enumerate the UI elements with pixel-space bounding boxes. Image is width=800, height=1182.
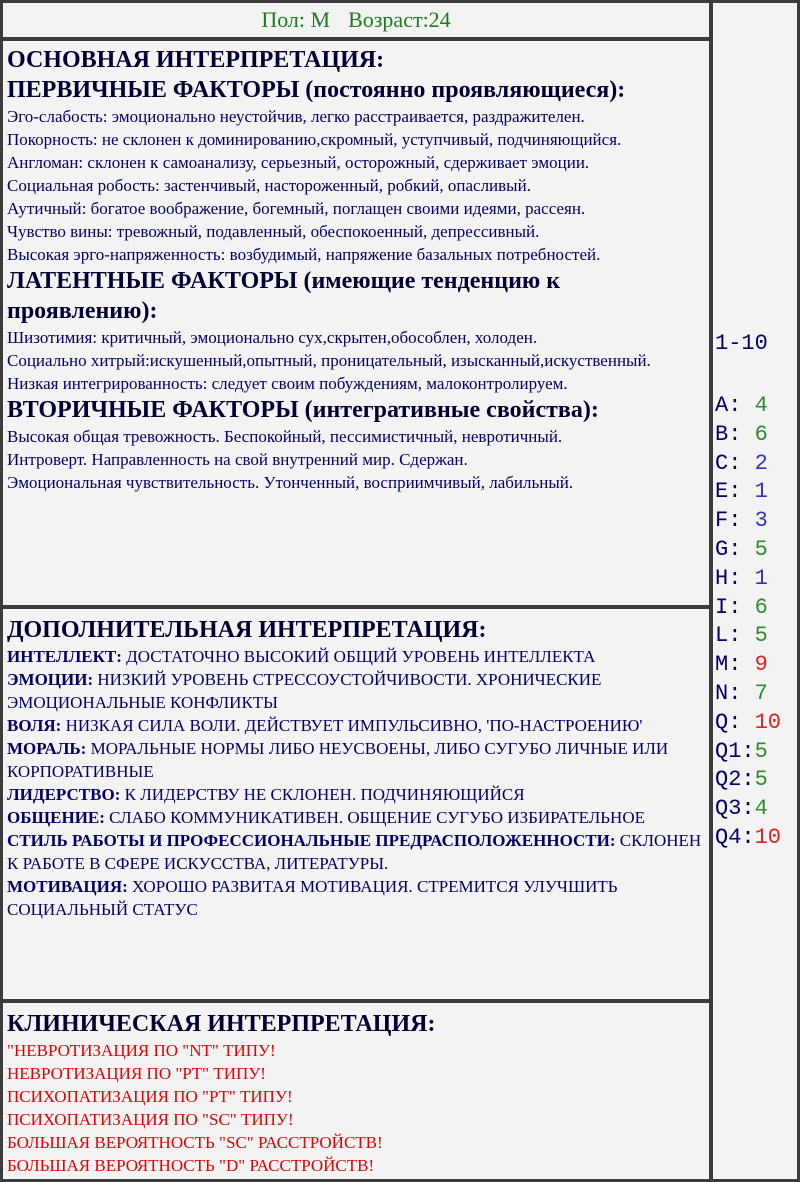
latent-factor-item: Шизотимия: критичный, эмоционально сух,скрытен,обособлен, холоден.: [7, 328, 538, 347]
primary-factors-list: [7, 105, 705, 266]
extra-items-list: [7, 645, 705, 921]
extra-title: ДОПОЛНИТЕЛЬНАЯ ИНТЕРПРЕТАЦИЯ:: [7, 617, 487, 643]
clinical-interpretation-panel: [3, 1003, 709, 1179]
score-label: Q4:: [715, 824, 755, 850]
score-value: 1: [754, 479, 768, 505]
extra-item: [7, 829, 705, 875]
score-label: Q3:: [715, 796, 755, 822]
score-row: [715, 565, 781, 594]
age-label: Возраст:24: [348, 7, 451, 32]
score-value: 7: [754, 680, 768, 706]
extra-item-label: ЛИДЕРСТВО:: [7, 785, 121, 804]
extra-item-text: ХОРОШО РАЗВИТАЯ МОТИВАЦИЯ. СТРЕМИТСЯ УЛУЧШИТЬ СОЦИАЛЬНЫЙ СТАТУС: [7, 877, 618, 919]
extra-item: [7, 645, 705, 668]
score-row: [715, 392, 781, 421]
score-row: [715, 536, 781, 565]
score-label: Q2:: [715, 767, 755, 793]
score-row: [715, 478, 781, 507]
extra-item-text: НИЗКИЙ УРОВЕНЬ СТРЕССОУСТОЙЧИВОСТИ. ХРОНИЧЕСКИЕ ЭМОЦИОНАЛЬНЫЕ КОНФЛИКТЫ: [7, 670, 602, 712]
primary-factors-title: ПЕРВИЧНЫЕ ФАКТОРЫ (постоянно проявляющиеся):: [7, 77, 626, 103]
secondary-factors-title: ВТОРИЧНЫЕ ФАКТОРЫ (интегративные свойства):: [7, 397, 599, 423]
extra-item-text: МОРАЛЬНЫЕ НОРМЫ ЛИБО НЕУСВОЕНЫ, ЛИБО СУГУБО ЛИЧНЫЕ ИЛИ КОРПОРАТИВНЫЕ: [7, 739, 669, 781]
gender-label: Пол: М: [261, 7, 331, 32]
scores-list: [715, 392, 781, 853]
score-value: 4: [754, 393, 768, 418]
score-value: 5: [754, 536, 768, 562]
extra-item: [7, 668, 705, 714]
score-label: C:: [715, 450, 755, 476]
extra-item-label: ЭМОЦИИ:: [7, 670, 94, 689]
extra-item-text: СЛАБО КОММУНИКАТИВЕН. ОБЩЕНИЕ СУГУБО ИЗБИРАТЕЛЬНОЕ: [104, 808, 645, 827]
secondary-factors-list: [7, 425, 705, 494]
score-row: [715, 450, 781, 479]
primary-factor-item: Чувство вины: тревожный, подавленный, обеспокоенный, депрессивный.: [7, 222, 540, 241]
primary-factor-item: Англоман: склонен к самоанализу, серьезный, осторожный, сдерживает эмоции.: [7, 153, 590, 172]
extra-interpretation-panel: [3, 609, 709, 999]
clinic-item: НЕВРОТИЗАЦИЯ ПО "PT" ТИПУ!: [7, 1064, 266, 1083]
score-label: Q1:: [715, 738, 755, 764]
secondary-factor-item: Эмоциональная чувствительность. Утонченный, восприимчивый, лабильный.: [7, 473, 574, 492]
primary-factor-item: Покорность: не склонен к доминированию,скромный, уступчивый, подчиняющийся.: [7, 130, 622, 149]
score-label: Q:: [715, 709, 755, 735]
score-value: 2: [754, 450, 768, 476]
score-value: 5: [754, 738, 768, 764]
score-value: 10: [754, 709, 782, 735]
extra-item-label: ВОЛЯ:: [7, 716, 62, 735]
extra-item-text: СКЛОНЕН К РАБОТЕ В СФЕРЕ ИСКУССТВА, ЛИТЕРАТУРЫ.: [7, 831, 702, 873]
extra-item-text: К ЛИДЕРСТВУ НЕ СКЛОНЕН. ПОДЧИНЯЮЩИЙСЯ: [120, 785, 525, 804]
score-label: E:: [715, 479, 755, 505]
score-value: 10: [754, 824, 782, 850]
clinic-item: БОЛЬШАЯ ВЕРОЯТНОСТЬ "SC" РАССТРОЙСТВ!: [7, 1133, 383, 1152]
extra-item: [7, 806, 705, 829]
clinic-item: ПСИХОПАТИЗАЦИЯ ПО "PT" ТИПУ!: [7, 1087, 293, 1106]
score-value: 6: [754, 594, 768, 620]
extra-item-text: НИЗКАЯ СИЛА ВОЛИ. ДЕЙСТВУЕТ ИМПУЛЬСИВНО, 'ПО-НАСТРОЕНИЮ': [61, 716, 643, 735]
score-value: 9: [754, 652, 768, 678]
clinic-items-list: [7, 1039, 705, 1177]
extra-item-label: СТИЛЬ РАБОТЫ И ПРОФЕССИОНАЛЬНЫЕ ПРЕДРАСПОЛОЖЕННОСТИ:: [7, 831, 616, 850]
scores-scale-title: 1-10: [715, 331, 768, 356]
header-panel: [3, 3, 709, 37]
extra-item: [7, 783, 705, 806]
score-value: 5: [754, 767, 768, 793]
score-value: 1: [754, 565, 768, 591]
primary-factor-item: Аутичный: богатое воображение, богемный, поглащен своими идеями, рассеян.: [7, 199, 586, 218]
extra-item-label: МОТИВАЦИЯ:: [7, 877, 128, 896]
score-label: A:: [715, 393, 755, 418]
extra-item: [7, 875, 705, 921]
score-row: [715, 766, 781, 795]
score-row: [715, 680, 781, 709]
clinic-item: БОЛЬШАЯ ВЕРОЯТНОСТЬ "D" РАССТРОЙСТВ!: [7, 1156, 375, 1175]
score-row: [715, 622, 781, 651]
score-label: B:: [715, 421, 755, 447]
primary-factor-item: Высокая эрго-напряженность: возбудимый, напряжение базальных потребностей.: [7, 245, 601, 264]
score-row: [715, 651, 781, 680]
score-row: [715, 421, 781, 450]
score-row: [715, 594, 781, 623]
extra-item-label: ИНТЕЛЛЕКТ:: [7, 647, 122, 666]
extra-item-label: ОБЩЕНИЕ:: [7, 808, 105, 827]
secondary-factor-item: Высокая общая тревожность. Беспокойный, пессимистичный, невротичный.: [7, 427, 563, 446]
score-label: L:: [715, 623, 755, 649]
scores-panel: [713, 3, 797, 1179]
latent-factor-item: Низкая интегрированность: следует своим побуждениям, малоконтролируем.: [7, 374, 568, 393]
extra-item-label: МОРАЛЬ:: [7, 739, 87, 758]
primary-factor-item: Социальная робость: застенчивый, настороженный, робкий, опасливый.: [7, 176, 531, 195]
score-row: [715, 738, 781, 767]
score-label: G:: [715, 536, 755, 562]
score-label: M:: [715, 652, 755, 678]
score-label: N:: [715, 680, 755, 706]
score-value: 4: [754, 796, 768, 822]
extra-item: [7, 714, 705, 737]
score-row: [715, 795, 781, 824]
clinic-item: "НЕВРОТИЗАЦИЯ ПО "NT" ТИПУ!: [7, 1041, 276, 1060]
primary-factor-item: Эго-слабость: эмоционально неустойчив, легко расстраивается, раздражителен.: [7, 107, 585, 126]
clinic-title: КЛИНИЧЕСКАЯ ИНТЕРПРЕТАЦИЯ:: [7, 1011, 436, 1037]
score-value: 3: [754, 508, 768, 534]
latent-factor-item: Социально хитрый:искушенный,опытный, проницательный, изысканный,искуственный.: [7, 351, 651, 370]
score-label: F:: [715, 508, 755, 534]
score-value: 5: [754, 623, 768, 649]
score-label: I:: [715, 594, 755, 620]
extra-item: [7, 737, 705, 783]
score-row: [715, 507, 781, 536]
secondary-factor-item: Интроверт. Направленность на свой внутренний мир. Сдержан.: [7, 450, 468, 469]
latent-factors-list: [7, 326, 705, 395]
score-row: [715, 824, 781, 853]
clinic-item: ПСИХОПАТИЗАЦИЯ ПО "SC" ТИПУ!: [7, 1110, 294, 1129]
basic-title: ОСНОВНАЯ ИНТЕРПРЕТАЦИЯ:: [7, 47, 385, 73]
latent-factors-title: ЛАТЕНТНЫЕ ФАКТОРЫ (имеющие тенденцию к проявлению):: [7, 268, 561, 324]
score-label: H:: [715, 565, 755, 591]
score-value: 6: [754, 421, 768, 447]
extra-item-text: ДОСТАТОЧНО ВЫСОКИЙ ОБЩИЙ УРОВЕНЬ ИНТЕЛЛЕКТА: [121, 647, 596, 666]
basic-interpretation-panel: [3, 41, 709, 605]
score-row: [715, 709, 781, 738]
